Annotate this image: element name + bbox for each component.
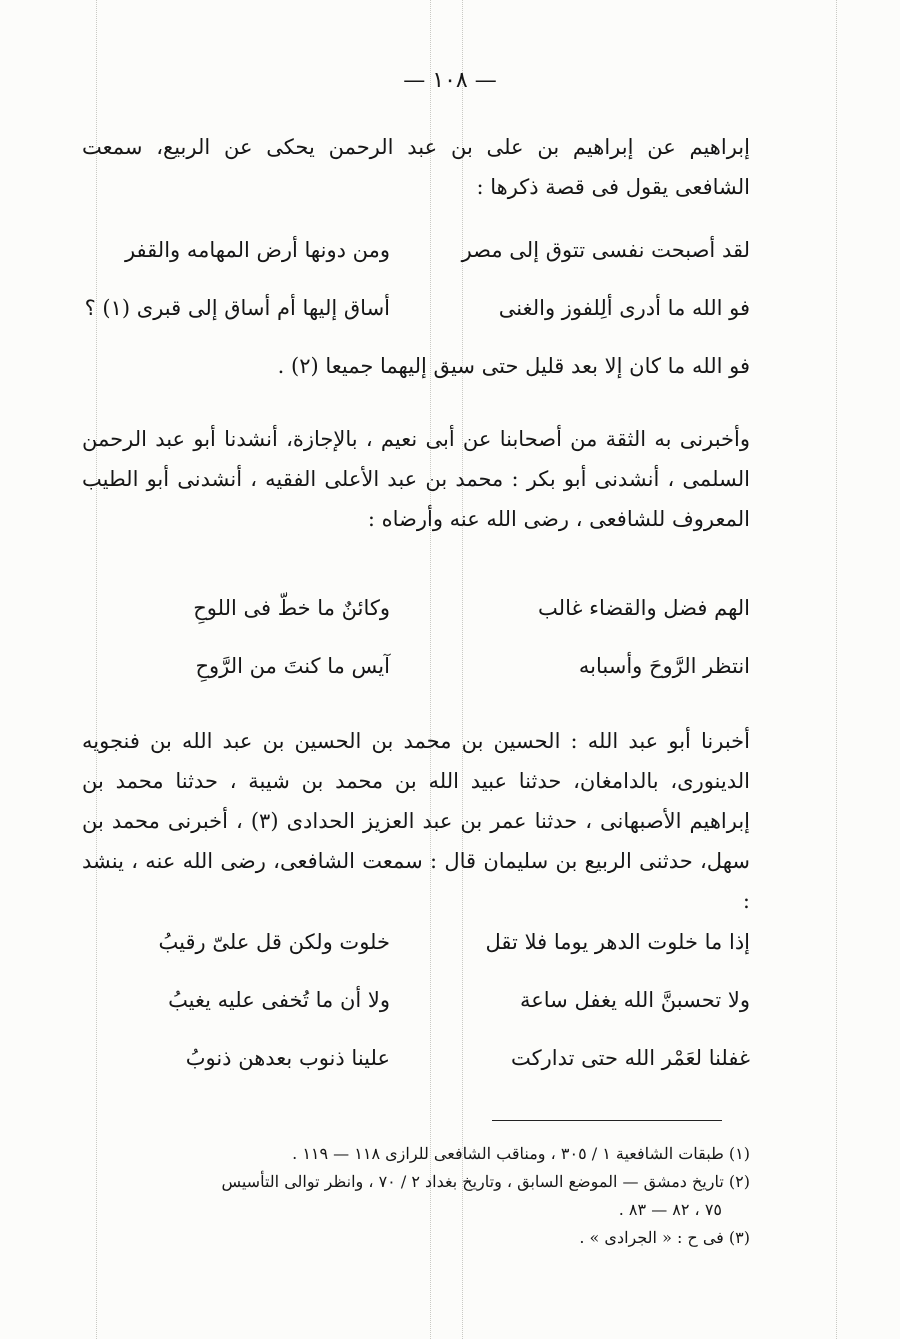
footnote: (٣) فى ح : « الجرادى » .: [579, 1228, 750, 1247]
footnote: (٢) تاريخ دمشق — الموضع السابق ، وتاريخ بغداد ٢ / ٧٠ ، وانظر توالى التأسيس: [221, 1172, 750, 1191]
verse-first-hemistich: إذا ما خلوت الدهر يوما فلا تقل: [485, 930, 750, 954]
footnote: (١) طبقات الشافعية ١ / ٣٠٥ ، ومناقب الشافعى للرازى ١١٨ — ١١٩ .: [292, 1144, 750, 1163]
verse-line: [82, 1046, 750, 1104]
verse-line: [82, 354, 750, 412]
verse-second-hemistich: أساق إليها أم أساق إلى قبرى (١) ؟: [84, 296, 390, 320]
transmission-paragraph: أخبرنا أبو عبد الله : الحسين بن محمد بن الحسين بن عبد الله بن فنجويه الدينورى، بالدامغان، حدثنا عبيد الله بن محمد بن شيبة ، حدثنا محمد بن إبراهيم الأصبهانى ، حدثنا عمر بن عبد العزيز الحدادى (٣) ، أخبرنى محمد بن سهل، حدثنى الربيع بن سليمان قال : سمعت الشافعى، رضى الله عنه ، ينشد :: [82, 729, 750, 913]
verse-second-hemistich: ومن دونها أرض المهامه والقفر: [124, 238, 390, 262]
intro-paragraph: إبراهيم عن إبراهيم بن على بن عبد الرحمن يحكى عن الربيع، سمعت الشافعى يقول فى قصة ذكرها :: [82, 135, 750, 199]
verse-second-hemistich: خلوت ولكن قل علىّ رقيبُ: [158, 930, 390, 954]
verse-first-hemistich: ولا تحسبنَّ الله يغفل ساعة: [519, 988, 750, 1012]
verse-line: [82, 596, 750, 654]
poem-2: [82, 596, 750, 712]
footnote-divider: [492, 1120, 722, 1121]
verse-first-hemistich: غفلنا لعَمْر الله حتى تداركت: [511, 1046, 750, 1070]
verse-first-hemistich: فو الله ما أدرى ألِلفوز والغنى: [498, 296, 750, 320]
verse-second-hemistich: علينا ذنوب بعدهن ذنوبُ: [185, 1046, 390, 1070]
verse-second-hemistich: ولا أن ما تُخفى عليه يغيبُ: [168, 988, 390, 1012]
verse-line: [82, 988, 750, 1046]
footnote-continuation: ٧٥ ، ٨٢ — ٨٣ .: [618, 1200, 722, 1219]
verse-first-hemistich: لقد أصبحت نفسى تتوق إلى مصر: [461, 238, 750, 262]
scan-artifact-line: [836, 0, 837, 1339]
page-number: — ١٠٨ —: [403, 68, 497, 93]
verse-first-hemistich: فو الله ما كان إلا بعد قليل حتى سيق إليهما جميعا (٢) .: [277, 354, 750, 378]
verse-line: [82, 238, 750, 296]
verse-first-hemistich: الهم فضل والقضاء غالب: [538, 596, 750, 620]
verse-second-hemistich: وكائنٌ ما خطّ فى اللوحِ: [193, 596, 390, 620]
verse-line: [82, 654, 750, 712]
verse-line: [82, 930, 750, 988]
footnotes: [82, 1140, 750, 1252]
verse-first-hemistich: انتظر الرَّوحَ وأسبابه: [578, 654, 750, 678]
poem-1: [82, 238, 750, 412]
verse-line: [82, 296, 750, 354]
transmission-paragraph: وأخبرنى به الثقة من أصحابنا عن أبى نعيم ، بالإجازة، أنشدنا أبو عبد الرحمن السلمى ، أنشدنى أبو بكر : محمد بن عبد الأعلى الفقيه ، أنشدنى أبو الطيب المعروف للشافعى ، رضى الله عنه وأرضاه :: [82, 427, 750, 531]
poem-3: [82, 930, 750, 1104]
verse-second-hemistich: آيس ما كنتَ من الرَّوحِ: [195, 654, 390, 678]
